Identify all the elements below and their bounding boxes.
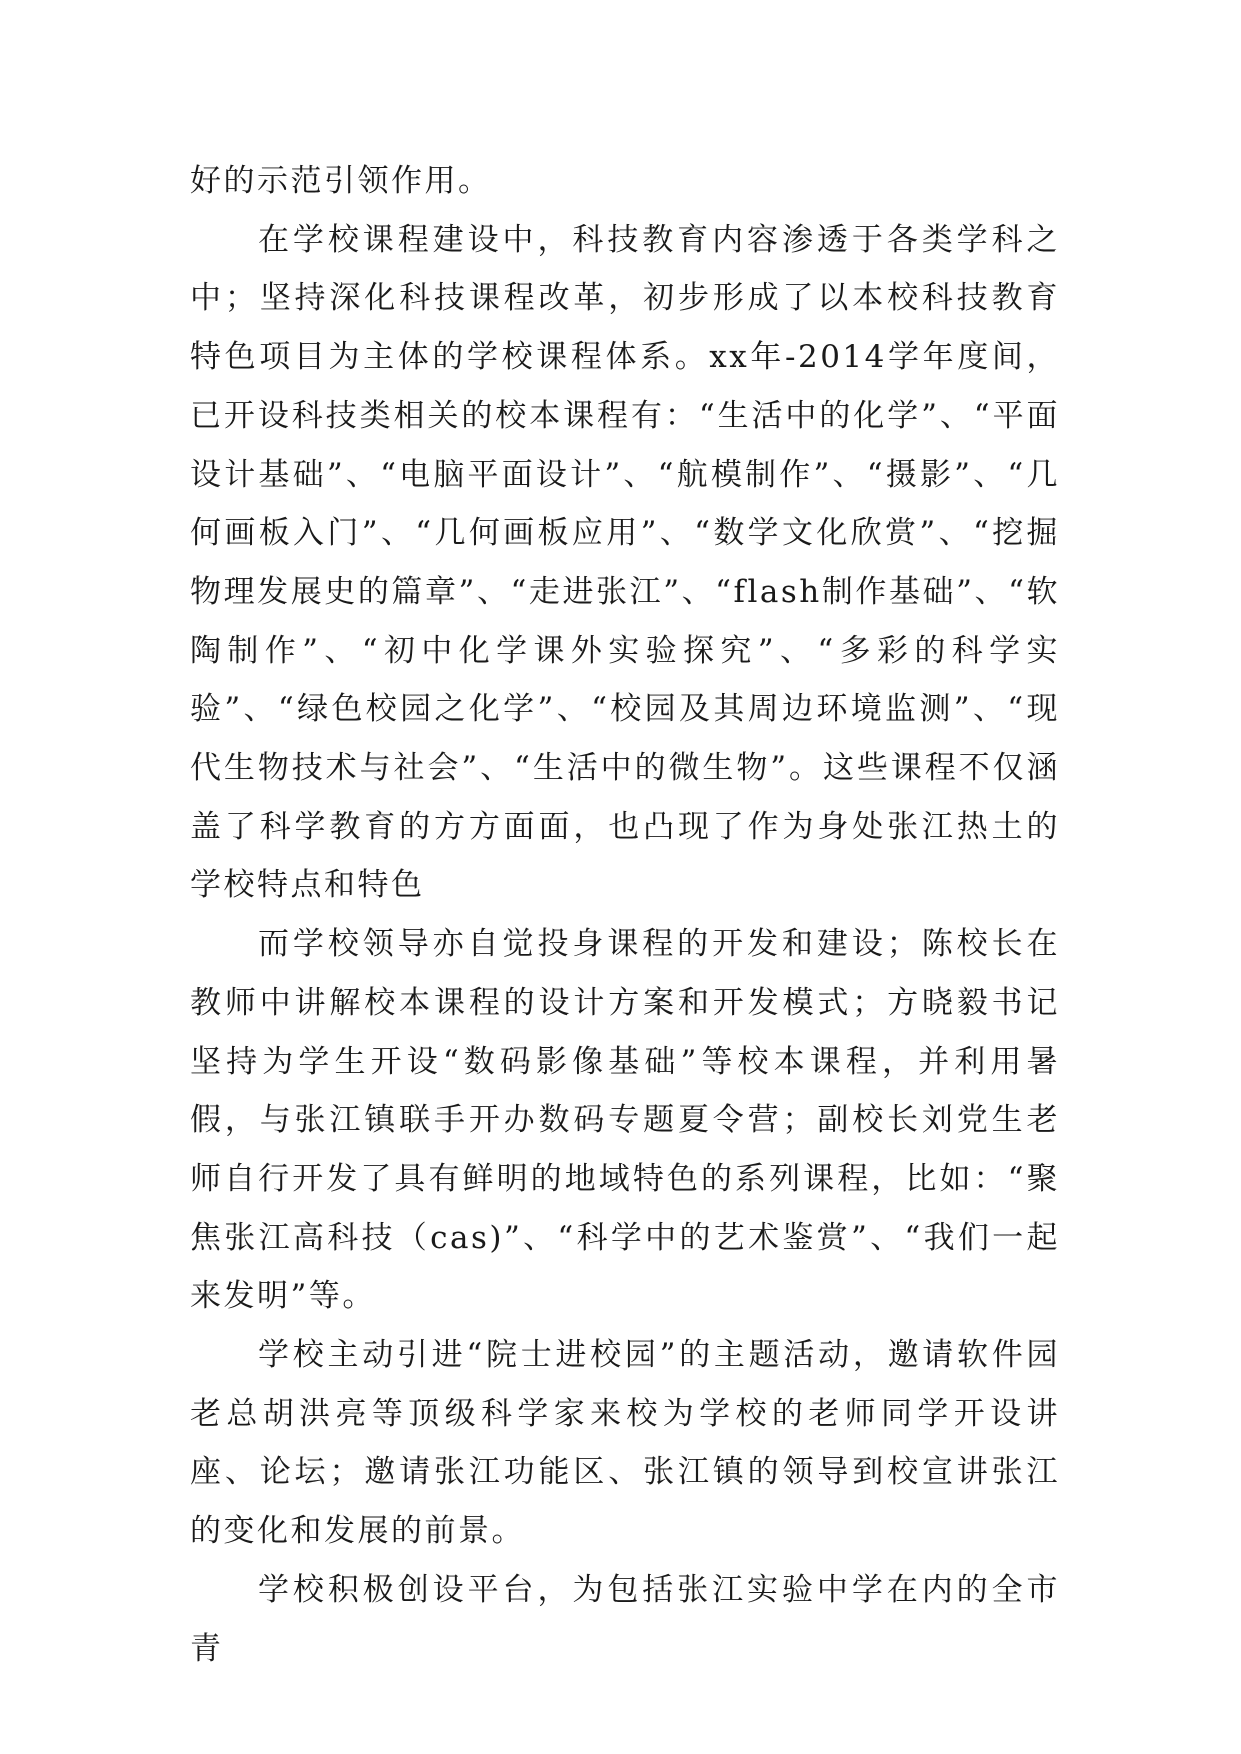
- paragraph-5: 学校积极创设平台，为包括张江实验中学在内的全市青: [190, 1571, 1060, 1667]
- document-body: [190, 152, 1060, 1678]
- paragraph-4: 学校主动引进“院士进校园”的主题活动，邀请软件园老总胡洪亮等顶级科学家来校为学校的老师同学开设讲座、论坛；邀请张江功能区、张江镇的领导到校宣讲张江的变化和发展的前景。: [190, 1337, 1060, 1550]
- paragraph-3: 而学校领导亦自觉投身课程的开发和建设；陈校长在教师中讲解校本课程的设计方案和开发模式；方晓毅书记坚持为学生开设“数码影像基础”等校本课程，并利用暑假，与张江镇联手开办数码专题夏令营；副校长刘党生老师自行开发了具有鲜明的地域特色的系列课程，比如：“聚焦张江高科技（cas)”、“科学中的艺术鉴赏”、“我们一起来发明”等。: [190, 926, 1060, 1315]
- paragraph-2: 在学校课程建设中，科技教育内容渗透于各类学科之中；坚持深化科技课程改革，初步形成了以本校科技教育特色项目为主体的学校课程体系。xx年-2014学年度间，已开设科技类相关的校本课程有：“生活中的化学”、“平面设计基础”、“电脑平面设计”、“航模制作”、“摄影”、“几何画板入门”、“几何画板应用”、“数学文化欣赏”、“挖掘物理发展史的篇章”、“走进张江”、“flash制作基础”、“软陶制作”、“初中化学课外实验探究”、“多彩的科学实验”、“绿色校园之化学”、“校园及其周边环境监测”、“现代生物技术与社会”、“生活中的微生物”。这些课程不仅涵盖了科学教育的方方面面，也凸现了作为身处张江热土的学校特点和特色: [190, 221, 1060, 904]
- paragraph-1: 好的示范引领作用。: [190, 163, 492, 199]
